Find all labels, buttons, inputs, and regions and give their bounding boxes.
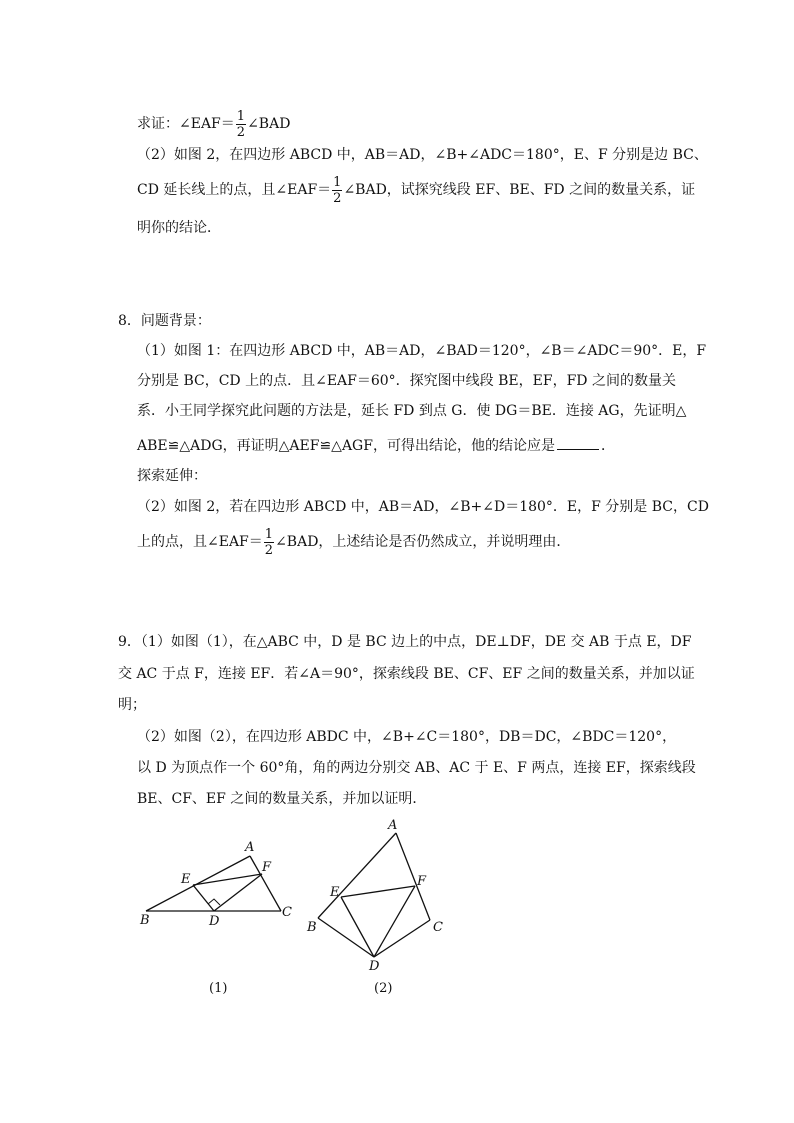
p8-extension-heading: 探索延伸：: [137, 468, 207, 484]
p8-part2-line1: （2）如图 2，若在四边形 ABCD 中，AB＝AD，∠B+∠D＝180°．E，F 分别是 BC，CD: [137, 499, 709, 515]
fig1-label-e: E: [181, 872, 191, 887]
fig1-caption: (1): [209, 981, 228, 996]
p9-part2-line1: （2）如图（2），在四边形 ABDC 中，∠B+∠C＝180°，DB＝DC，∠BDC＝120°，: [137, 729, 677, 745]
fig2-label-e: E: [330, 885, 340, 900]
fig1-label-a: A: [245, 840, 255, 855]
p8-part1-line3: 系．小王同学探究此问题的方法是，延长 FD 到点 G．使 DG＝BE．连接 AG，先证明△: [137, 403, 687, 419]
fig2-caption: (2): [374, 981, 393, 996]
p9-part2-line2: 以 D 为顶点作一个 60°角，角的两边分别交 AB、AC 于 E、F 两点，连接 EF，探索线段: [137, 760, 696, 776]
segment-ed: [193, 885, 214, 911]
p9-line3: 明；: [118, 697, 146, 713]
segment-ef-2: [341, 886, 415, 897]
fig2-label-f: F: [417, 874, 427, 889]
fig1-label-d: D: [209, 914, 220, 929]
p8-heading: 8．问题背景：: [118, 313, 211, 329]
segment-cd: [374, 920, 430, 957]
fig2-label-c: C: [433, 920, 443, 935]
p9-part2-line3: BE、CF、EF 之间的数量关系，并加以证明．: [137, 791, 427, 807]
segment-bd: [318, 918, 374, 957]
fraction-half: $\frac{1}{2}$: [333, 174, 342, 206]
p8-part1-line2: 分别是 BC，CD 上的点．且∠EAF＝60°．探究图中线段 BE，EF，FD 之间的数量关: [137, 373, 676, 389]
right-angle-mark: [208, 899, 220, 905]
p7-part2-line1: （2）如图 2，在四边形 ABCD 中，AB＝AD，∠B+∠ADC＝180°，E、F 分别是边 BC、: [137, 147, 708, 163]
p8-part1-line4: ABE≌△ADG，再证明△AEF≌△AGF，可得出结论，他的结论应是 ．: [137, 438, 615, 454]
p7-part2-line2: CD 延长线上的点，且∠EAF＝ $\frac{1}{2}$ ∠BAD，试探究线段 EF、BE、FD 之间的数量关系，证: [137, 174, 696, 206]
p8-part2-line2: 上的点，且∠EAF＝ $\frac{1}{2}$ ∠BAD，上述结论是否仍然成立，并说明理由．: [137, 526, 571, 558]
p7-part2-line3: 明你的结论．: [137, 220, 221, 236]
fraction-half: $\frac{1}{2}$: [264, 526, 274, 558]
segment-ba: [146, 856, 250, 911]
p7-proof-text-end: ∠BAD: [247, 116, 291, 132]
fig1-label-f: F: [262, 860, 272, 875]
fig2-label-a: A: [388, 818, 398, 833]
segment-ab: [318, 833, 396, 918]
fig1-label-b: B: [140, 913, 150, 928]
fig1-label-c: C: [282, 905, 292, 920]
segment-df: [214, 874, 262, 911]
p9-line2: 交 AC 于点 F，连接 EF．若∠A＝90°，探索线段 BE、CF、EF 之间的数量关系，并加以证: [118, 666, 695, 682]
segment-fd-2: [374, 886, 415, 957]
fraction-half: $\frac{1}{2}$: [236, 108, 246, 140]
segment-ef: [193, 874, 262, 885]
p9-line1: 9．（1）如图（1），在△ABC 中，D 是 BC 边上的中点，DE⊥DF，DE 交 AB 于点 E，DF: [118, 634, 692, 650]
segment-ed-2: [341, 897, 374, 957]
p7-proof-text: 求证：∠EAF＝: [137, 116, 235, 132]
fig2-label-d: D: [369, 959, 380, 974]
p8-part1-line1: （1）如图 1：在四边形 ABCD 中，AB＝AD，∠BAD＝120°，∠B＝∠ADC＝90°．E，F: [137, 343, 707, 359]
fig2-label-b: B: [307, 920, 317, 935]
